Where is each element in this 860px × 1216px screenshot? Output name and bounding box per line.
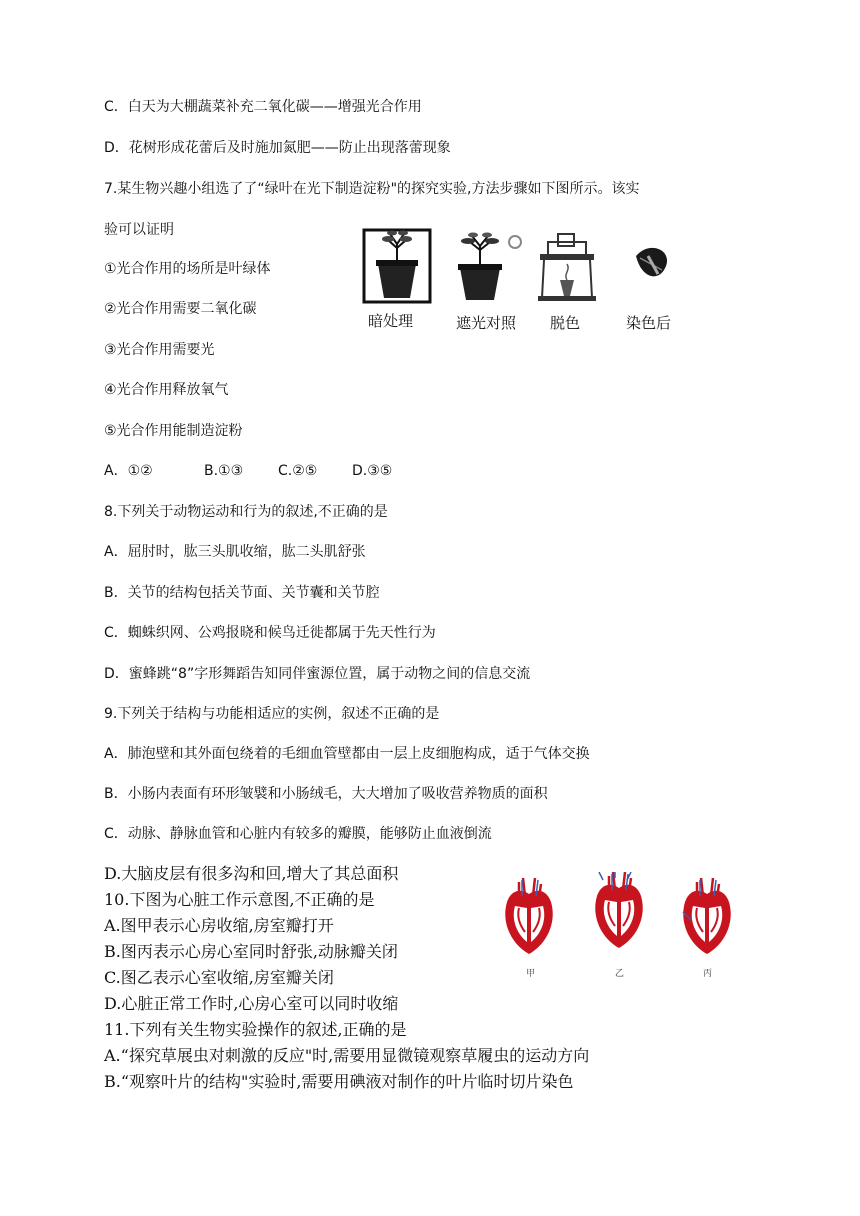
q7-option-b: B.①③ — [204, 463, 244, 479]
q7-statement-4: ④光合作用释放氧气 — [104, 382, 229, 398]
photosynthesis-experiment-figure — [360, 228, 690, 338]
heart-working-diagram — [495, 872, 760, 982]
q7-option-a: A．①② — [104, 463, 153, 479]
q8-option-d: D．蜜蜂跳“8”字形舞蹈告知同伴蜜源位置，属于动物之间的信息交流 — [104, 666, 531, 682]
q7-answer-options — [104, 461, 392, 481]
q7-statement-3: ③光合作用需要光 — [104, 342, 215, 358]
shading-control-illustration — [458, 233, 521, 301]
question-7-stem-cont: 验可以证明 — [104, 222, 174, 238]
figure-caption-stained: 染色后 — [626, 314, 672, 332]
question-11-stem: 11.下列有关生物实验操作的叙述,正确的是 — [104, 1020, 407, 1039]
heart-caption-bing: 丙 — [703, 969, 713, 979]
hearts-drawing — [495, 872, 760, 962]
q7-option-c: C.②⑤ — [278, 463, 318, 479]
q10-option-c: C.图乙表示心室收缩,房室瓣关闭 — [104, 968, 334, 987]
question-8-stem: 8.下列关于动物运动和行为的叙述,不正确的是 — [104, 504, 388, 520]
experiment-steps-drawing — [360, 228, 690, 308]
q9-option-b: B．小肠内表面有环形皱襞和小肠绒毛，大大增加了吸收营养物质的面积 — [104, 786, 548, 802]
q8-option-a: A．屈肘时，肱三头肌收缩，肱二头肌舒张 — [104, 544, 366, 560]
figure-caption-decolor: 脱色 — [550, 314, 581, 332]
option-line: D．花树形成花蕾后及时施加氮肥——防止出现落蕾现象 — [104, 140, 451, 156]
q7-statement-5: ⑤光合作用能制造淀粉 — [104, 423, 243, 439]
q9-option-a: A．肺泡壁和其外面包绕着的毛细血管壁都由一层上皮细胞构成，适于气体交换 — [104, 746, 590, 762]
heart-diagram-yi — [595, 872, 642, 948]
q9-option-d: D.大脑皮层有很多沟和回,增大了其总面积 — [104, 864, 399, 883]
q9-option-c: C．动脉、静脉血管和心脏内有较多的瓣膜，能够防止血液倒流 — [104, 826, 492, 842]
q7-option-d: D.③⑤ — [352, 463, 393, 479]
q11-option-a: A.“探究草展虫对刺激的反应"时,需要用显微镜观察草履虫的运动方向 — [104, 1046, 590, 1065]
decolorizing-apparatus-illustration — [538, 234, 596, 301]
figure-caption-shading: 遮光对照 — [456, 314, 517, 332]
question-7-stem: 7.某生物兴趣小组选了了“绿叶在光下制造淀粉"的探究实验,方法步骤如下图所示。该实 — [104, 181, 640, 197]
q10-option-b: B.图丙表示心房心室同时舒张,动脉瓣关闭 — [104, 942, 398, 961]
stained-leaf-illustration — [636, 248, 667, 276]
heart-diagram-jia — [505, 878, 552, 954]
q7-statement-2: ②光合作用需要二氧化碳 — [104, 301, 257, 317]
question-10-stem: 10.下图为心脏工作示意图,不正确的是 — [104, 890, 375, 909]
figure-caption-dark: 暗处理 — [368, 312, 414, 330]
q11-option-b: B.“观察叶片的结构"实验时,需要用碘液对制作的叶片临时切片染色 — [104, 1072, 574, 1091]
q7-statement-1: ①光合作用的场所是叶绿体 — [104, 261, 271, 277]
q10-option-d: D.心脏正常工作时,心房心室可以同时收缩 — [104, 994, 399, 1013]
q10-option-a: A.图甲表示心房收缩,房室瓣打开 — [104, 916, 334, 935]
question-9-stem: 9.下列关于结构与功能相适应的实例，叙述不正确的是 — [104, 706, 440, 722]
q8-option-c: C．蜘蛛织网、公鸡报晓和候鸟迁徙都属于先天性行为 — [104, 625, 436, 641]
heart-caption-jia: 甲 — [526, 969, 536, 979]
dark-treatment-illustration — [364, 230, 430, 302]
heart-caption-yi: 乙 — [615, 969, 625, 979]
option-line: C．白天为大棚蔬菜补充二氧化碳——增强光合作用 — [104, 99, 422, 115]
q8-option-b: B．关节的结构包括关节面、关节囊和关节腔 — [104, 585, 380, 601]
heart-diagram-bing — [683, 878, 731, 954]
